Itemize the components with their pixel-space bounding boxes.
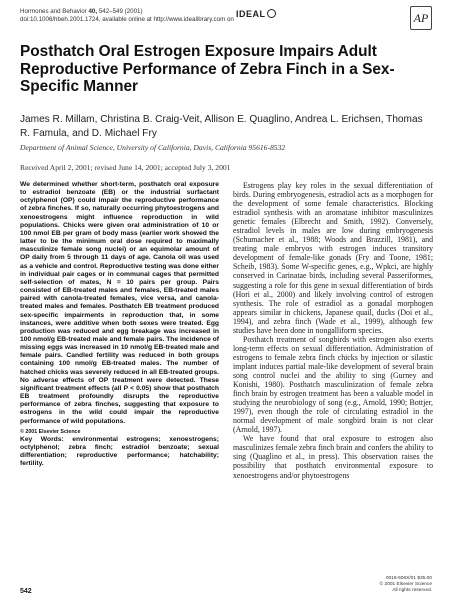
- abstract: [20, 181, 219, 468]
- journal-header: [20, 8, 234, 24]
- author-list: James R. Millam, Christina B. Craig-Veit, Allison E. Quaglino, Andrea L. Erichsen, Thomas R. Famula, and D. Michael Fry: [20, 114, 423, 139]
- doi-line: doi:10.1006/hbeh.2001.1724, available online at http://www.idealibrary.com on: [20, 16, 234, 23]
- introduction: [233, 181, 433, 480]
- issn-line: 0018-506X/01 $35.00: [385, 576, 432, 581]
- received-dates: Received April 2, 2001; revised June 14, 2001; accepted July 3, 2001: [20, 163, 231, 172]
- abstract-copyright: © 2001 Elsevier Science: [20, 428, 81, 435]
- affiliation: Department of Animal Science, University of California, Davis, California 95616-8532: [20, 143, 286, 152]
- journal-name: Hormones and Behavior: [20, 8, 87, 15]
- ideal-logo: IDEAL: [236, 9, 276, 19]
- page-number: 542: [20, 588, 32, 595]
- journal-pages: 542–549 (2001): [98, 8, 143, 15]
- copyright-line: © 2001 Elsevier Science: [379, 582, 432, 587]
- abstract-text: We determined whether short-term, posthatch oral exposure to estradiol benzoate (EB) or the industrial surfactant octylphenol (OP) could impair the reproductive performance of zebra finches. If so, naturally occurring phytoestrogens and xenoestrogens might influence reproduction in wild populations. Chicks were given oral administration of 10 or 100 nmol EB per gram of body mass (earlier work showed the latter to be the minimum oral dose required to maximally masculinize female song nuclei) or an equimolar amount of OP daily from 5 through 11 days of age. Canola oil was used as a vehicle and control. Reproductive testing was done either in individual pair cages or in communal cages that permitted self-selection of mates, N = 10 pairs per group. Pairs consisted of EB-treated males and females, EB-treated males paired with canola-treated females, vice versa, and canola-treated males and females. Posthatch EB treatment produced sex-specific impairments in reproduction that, in some instances, were additive when both sexes were treated. Egg production was reduced and egg breakage was increased in 100 nmol/g EB-treated male and female pairs. The incidence of missing eggs was increased in 10 nmol/g EB-treated male and female pairs. Candled fertility was reduced in both groups containing 100 nmol/g EB-treated males. The number of hatched chicks was severely reduced in all EB-treated groups. No adverse effects of OP treatment were detected. These significant treatment effects (all P < 0.05) show that posthatch EB treatment profoundly disrupts the reproductive performance of zebra finches, suggesting that exposure to estrogens in the wild could impair the reproductive performance of wild populations.: [20, 181, 219, 425]
- keywords-label: Key Words:: [20, 435, 64, 443]
- publisher-logo: AP: [410, 6, 432, 30]
- keywords: [20, 436, 219, 469]
- footer-copyright: [360, 576, 432, 594]
- article-title: Posthatch Oral Estrogen Exposure Impairs Adult Reproductive Performance of Zebra Finch in a Sex-Specific Manner: [20, 43, 395, 95]
- keywords-text: environmental estrogens; xenoestrogens; octylphenol; zebra finch; estradiol benzoate; sexual differentiation; reproductive performance; hatchability; fertility.: [20, 435, 219, 468]
- intro-paragraph-2: Posthatch treatment of songbirds with estrogen also exerts long-term effects on sexual differentiation. Administration of estrogens to female zebra finch chicks by injection or silastic implant induces partial male-like development of several brain song control nuclei and the ability to sing (Gurney and Konishi, 1980). Posthatch masculinization of female zebra finch brain by estrogen treatment has been a valuable model in studying the neurobiology of song (e.g., Arnold, 1990; Bottjer, 1997), even though the role of circulating estradiol in the normal development of male songbird brain is not clear (Arnold, 1997).: [233, 334, 433, 435]
- intro-paragraph-3: We have found that oral exposure to estrogen also masculinizes female zebra finch brain and confers the ability to sing (Quaglino et al., in press). This observation raises the possibility that posthatch environmental exposure to xenoestrogens and/or phytoestrogens: [233, 434, 433, 480]
- journal-citation: [20, 8, 234, 16]
- rights-line: All rights reserved.: [392, 588, 432, 593]
- intro-paragraph-1: Estrogens play key roles in the sexual differentiation of birds. During embryogenesis, estradiol acts as a morphogen for the development of some female characteristics. Blocking estradiol synthesis with an aromatase inhibitor masculinizes genetic females (Elbrecht and Smith, 1992). Conversely, estradiol levels in males are low during embryogenesis (Schumacher et al., 1988; Woods and Brazzill, 1981), and treating male embryos with estrogen induces transitory development of female-like gonads (Fry and Toone, 1981; Scheib, 1983). Some W-specific genes, e.g., Wpkci, are highly conserved in Carinatae birds, including several Passeriformes, suggesting a role for this gene in sexual differentiation of birds (Hori et al., 2000) and likely involving control of estrogen synthesis. The role of estradiol as a gonadal morphogen appears similar in chickens, Japanese quail, ducks (Doi et al., 1994), and zebra finch (Wade et al., 1999), although few studies have been done in nongalliform species.: [233, 181, 433, 335]
- journal-volume: 40,: [88, 8, 98, 15]
